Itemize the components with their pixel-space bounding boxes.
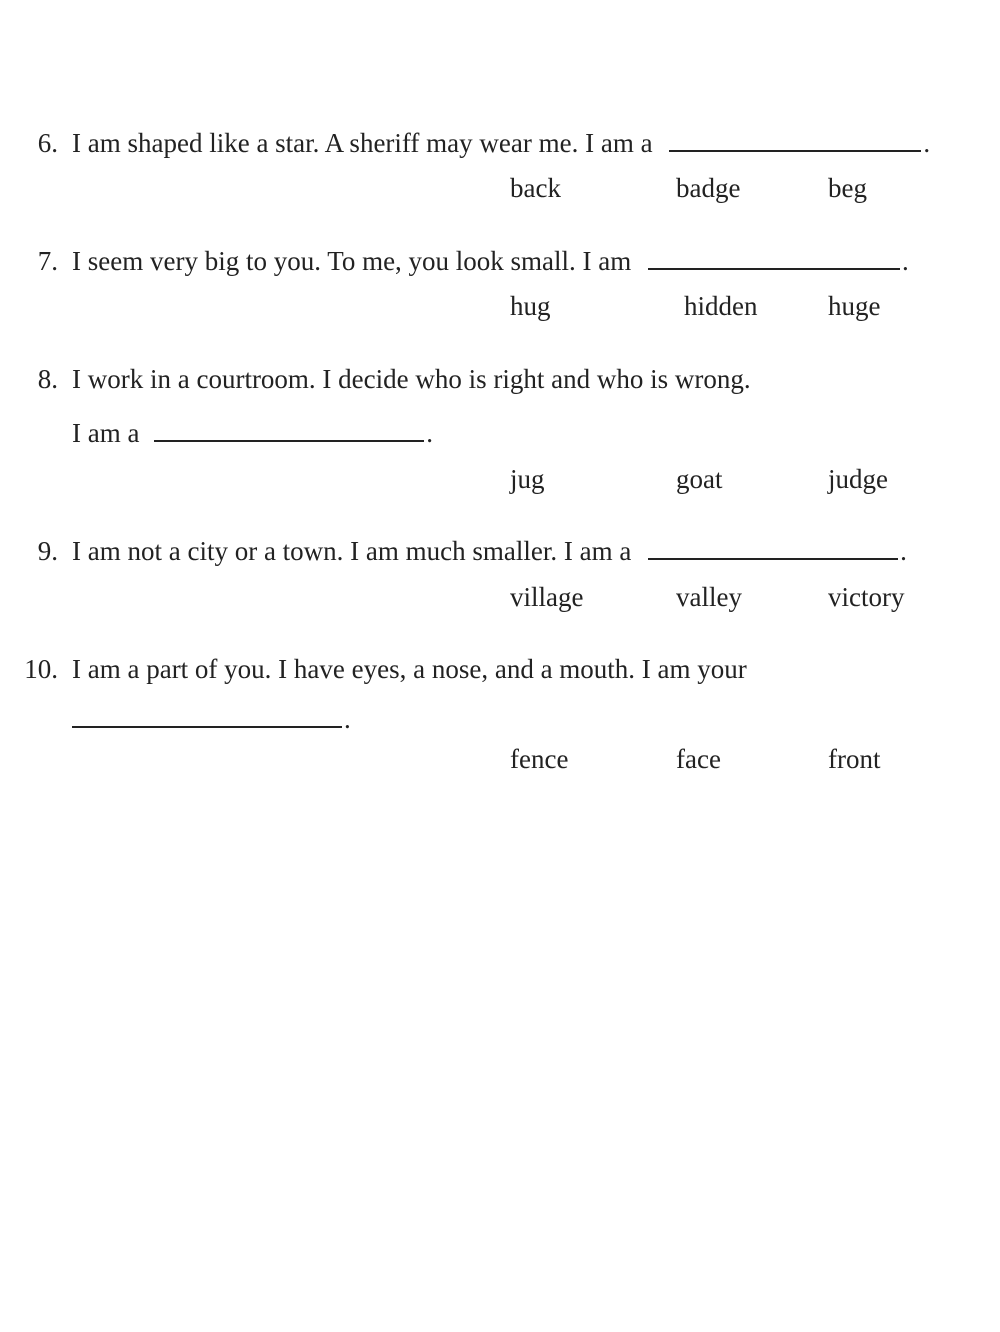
answer-choice[interactable]: huge: [828, 291, 881, 321]
question-text: [72, 536, 907, 566]
answer-choice[interactable]: village: [510, 582, 584, 612]
question-period: .: [426, 418, 433, 448]
answer-choice[interactable]: back: [510, 173, 561, 203]
question-sentence: I seem very big to you. To me, you look small. I am: [72, 246, 632, 276]
answer-choice[interactable]: valley: [676, 582, 742, 612]
answer-choice[interactable]: jug: [510, 464, 545, 494]
answer-choice[interactable]: badge: [676, 173, 741, 203]
question-number: 6.: [37, 128, 58, 158]
answer-blank[interactable]: [72, 704, 342, 728]
question-sentence: I am not a city or a town. I am much smaller. I am a: [72, 536, 632, 566]
question-text: I am a part of you. I have eyes, a nose, and a mouth. I am your: [72, 654, 747, 684]
answer-choice[interactable]: face: [676, 744, 721, 774]
question-period: .: [900, 536, 907, 566]
question-text: [72, 128, 930, 158]
answer-choice[interactable]: goat: [676, 464, 723, 494]
answer-choice[interactable]: judge: [828, 464, 888, 494]
answer-choice[interactable]: hidden: [684, 291, 758, 321]
answer-blank[interactable]: [154, 418, 424, 442]
question-period: .: [902, 246, 909, 276]
question-number: 8.: [37, 364, 58, 394]
question-sentence: I am a: [72, 418, 140, 448]
answer-choice[interactable]: front: [828, 744, 881, 774]
question-number: 9.: [37, 536, 58, 566]
answer-blank[interactable]: [669, 128, 921, 152]
answer-choice[interactable]: fence: [510, 744, 569, 774]
question-number: 10.: [24, 654, 58, 684]
question-sentence: I am shaped like a star. A sheriff may wear me. I am a: [72, 128, 653, 158]
question-number: 7.: [37, 246, 58, 276]
question-text-continued: [72, 418, 433, 448]
question-period: .: [923, 128, 931, 158]
answer-blank[interactable]: [648, 536, 898, 560]
question-text-continued: [72, 704, 351, 734]
answer-choice[interactable]: victory: [828, 582, 905, 612]
answer-blank[interactable]: [648, 246, 900, 270]
question-text: [72, 246, 909, 276]
answer-choice[interactable]: beg: [828, 173, 867, 203]
question-text: I work in a courtroom. I decide who is right and who is wrong.: [72, 364, 751, 394]
answer-choice[interactable]: hug: [510, 291, 551, 321]
question-period: .: [344, 704, 351, 734]
